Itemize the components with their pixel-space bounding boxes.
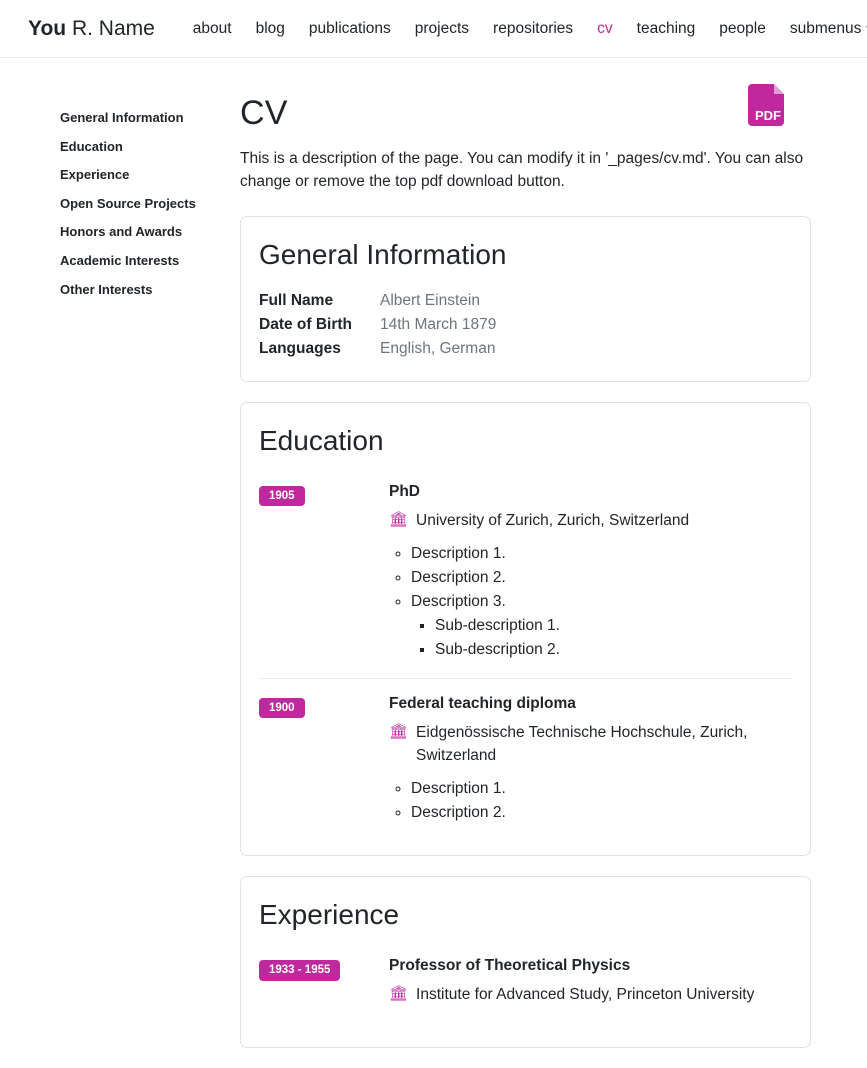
entry-body: [389, 957, 792, 1016]
svg-text:PDF: PDF: [755, 108, 781, 123]
page-header: [240, 58, 811, 194]
site-brand[interactable]: [28, 17, 155, 41]
info-key-full-name: Full Name: [259, 291, 334, 309]
list-item: ◦ Description 2.: [411, 801, 786, 825]
entry-institution: [389, 983, 786, 1006]
table-row: [259, 337, 496, 361]
sidebar-item-open-source-projects[interactable]: Open Source Projects: [60, 195, 196, 211]
nav-item-submenus[interactable]: submenus: [778, 14, 867, 44]
entry-title: PhD: [389, 482, 420, 500]
nav-item-repositories[interactable]: repositories: [493, 19, 574, 37]
bank-icon: 🏛: [389, 722, 409, 740]
top-navbar: [0, 0, 867, 58]
sidebar-item-general-information[interactable]: General Information: [60, 110, 184, 125]
card-experience: [240, 876, 811, 1047]
card-title-general-information: General Information: [259, 238, 507, 270]
entry-description-list: [389, 542, 786, 662]
entry-institution: [389, 721, 786, 768]
entry-institution: [389, 509, 786, 532]
nav-item-publications[interactable]: publications: [308, 19, 391, 37]
nav-item-projects[interactable]: projects: [414, 19, 470, 37]
bank-icon: 🏛: [389, 510, 409, 528]
status-badge: 1900: [259, 698, 305, 718]
card-title-education: Education: [259, 424, 384, 456]
education-entry: [259, 678, 792, 836]
sidebar-item-academic-interests[interactable]: Academic Interests: [60, 252, 180, 268]
entry-institution-text: Institute for Advanced Study, Princeton University: [416, 986, 755, 1004]
sidebar-item-experience[interactable]: Experience: [60, 167, 130, 183]
entry-institution-text: University of Zurich, Zurich, Switzerland: [416, 511, 690, 529]
status-badge: 1933 - 1955: [259, 960, 340, 980]
nav-item-people[interactable]: people: [719, 19, 766, 37]
info-key-date-of-birth: Date of Birth: [259, 315, 352, 333]
nav-item-teaching[interactable]: teaching: [636, 19, 696, 37]
table-row: [259, 313, 496, 337]
entry-title: Professor of Theoretical Physics: [389, 957, 631, 975]
status-badge: 1905: [259, 486, 305, 506]
brand-rest: R. Name: [66, 16, 155, 40]
info-key-languages: Languages: [259, 339, 341, 357]
nav-item-cv[interactable]: cv: [597, 19, 613, 37]
info-value-full-name: Albert Einstein: [380, 291, 480, 309]
toc-sidebar: [0, 58, 220, 1068]
entry-subdescription-list: [411, 614, 786, 662]
pdf-file-icon: [746, 108, 790, 135]
bank-icon: 🏛: [389, 985, 409, 1003]
card-education: [240, 402, 811, 857]
education-entry: [259, 475, 792, 672]
table-row: [259, 289, 496, 313]
info-value-date-of-birth: 14th March 1879: [380, 315, 497, 333]
entry-body: [389, 695, 792, 826]
page-body: [0, 58, 867, 1068]
sidebar-item-other-interests[interactable]: Other Interests: [60, 281, 153, 297]
nav-links: [181, 14, 867, 44]
list-item: ▪ Sub-description 2.: [435, 638, 786, 662]
sidebar-item-education[interactable]: Education: [60, 138, 123, 154]
list-item: ◦ Description 1.: [411, 542, 786, 566]
list-item: ◦ Description 2.: [411, 566, 786, 590]
pdf-download-button[interactable]: [746, 82, 790, 132]
page-title: CV: [240, 94, 288, 132]
entry-period-wrap: [259, 483, 389, 662]
general-information-table: [259, 289, 496, 361]
entry-description-list: [389, 777, 786, 825]
nav-item-blog[interactable]: blog: [255, 19, 285, 37]
brand-bold: You: [28, 16, 67, 40]
card-general-information: [240, 216, 811, 382]
sidebar-item-honors-and-awards[interactable]: Honors and Awards: [60, 224, 183, 240]
info-value-languages: English, German: [380, 339, 496, 357]
nav-item-about[interactable]: about: [192, 19, 232, 37]
entry-period-wrap: [259, 957, 389, 1016]
entry-title: Federal teaching diploma: [389, 694, 576, 712]
list-item: ▪ Sub-description 1.: [435, 614, 786, 638]
entry-period-wrap: [259, 695, 389, 826]
experience-entry: [259, 949, 792, 1026]
main-content: [220, 58, 867, 1068]
list-item: ◦ Description 1.: [411, 777, 786, 801]
entry-body: [389, 483, 792, 662]
page-description: This is a description of the page. You can modify it in '_pages/cv.md'. You can also change or remove the top pdf download button.: [240, 150, 804, 191]
list-item: ◦ Description 3.: [411, 590, 786, 614]
entry-institution-text: Eidgenössische Technische Hochschule, Zurich, Switzerland: [416, 723, 748, 765]
card-title-experience: Experience: [259, 899, 400, 931]
